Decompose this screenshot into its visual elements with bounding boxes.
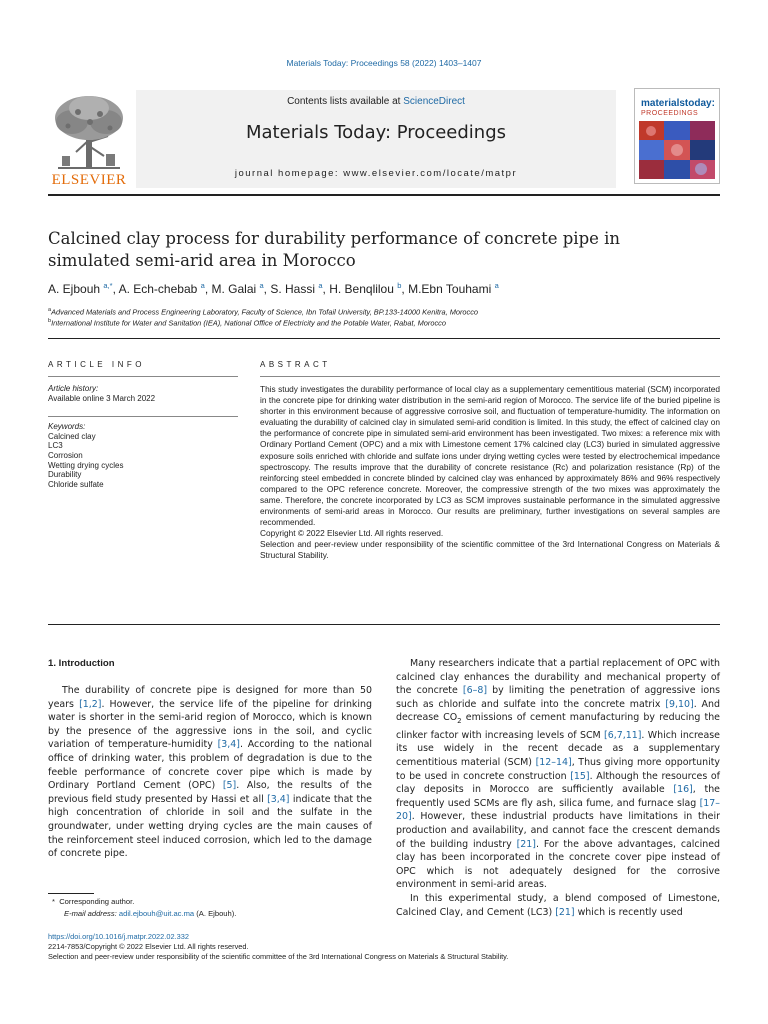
- citation-link[interactable]: [6–8]: [462, 685, 488, 697]
- author-separator: ,: [401, 282, 409, 296]
- journal-info-box: [136, 90, 616, 188]
- author-name[interactable]: H. Benqlilou: [329, 282, 398, 296]
- contents-prefix: Contents lists available at: [287, 96, 404, 107]
- keyword-item: Wetting drying cycles: [48, 460, 124, 470]
- citation-link[interactable]: [5]: [222, 780, 237, 792]
- abstract-copyright: Copyright © 2022 Elsevier Ltd. All rights reserved.: [260, 528, 444, 539]
- author-affiliation-mark[interactable]: a,*: [103, 281, 113, 290]
- author-name[interactable]: S. Hassi: [270, 282, 319, 296]
- footnote-corresponding: [52, 897, 134, 906]
- doi-link[interactable]: https://doi.org/10.1016/j.matpr.2022.02.332: [48, 932, 189, 941]
- page-footer: [48, 932, 720, 962]
- author-separator: ,: [204, 282, 212, 296]
- intro-paragraph: Many researchers indicate that a partial replacement of OPC with calcined clay enhances the durability and mechanical property of the concrete [6–8] by limiting the penetration of aggressive ions such as chloride and sulfate into the concrete matrix [9,10]. And decrease $CO_2$ emissions of cement manufacturing by reducing the clinker factor with increasing levels of SCM [6,7,11]. Which increase its use widely in the recent decade as a supplementary cementitious material (SCM) [12–14], Thus giving more opportunity to be used in concrete construction [15]. Although the resources of clay deposits in Morocco are sufficiently available [16], the frequently used SCMs are fly ash, silica fume, and furnace slag [17–20]. However, these industrial products have limitations in their production and availability, and cannot face the crescent demands of the building industry [21]. For the above advantages, calcined clay has been incorporated in the concrete cover pipe instead of OPC which is not adequately designed for the corrosive environment in semi-arid areas.: [396, 658, 720, 891]
- intro-right-column: [396, 657, 720, 919]
- history-value: Available online 3 March 2022: [48, 393, 156, 403]
- citation-link[interactable]: [17–20]: [396, 797, 720, 823]
- author-separator: ,: [263, 282, 271, 296]
- author-list: [48, 281, 720, 296]
- cover-journal-name: materialstoday:: [641, 98, 715, 109]
- elsevier-tree-icon: [48, 92, 130, 172]
- elsevier-wordmark: ELSEVIER: [51, 172, 127, 188]
- author-affiliation-mark[interactable]: a: [494, 281, 499, 290]
- abstract-selection-note: Selection and peer-review under responsibility of the scientific committee of the 3rd International Congress on Materials & Structural Stability.: [260, 539, 720, 561]
- journal-title: Materials Today: Proceedings: [246, 122, 506, 143]
- author-affiliation-mark[interactable]: a: [318, 281, 323, 290]
- abstract-divider: [260, 376, 720, 377]
- citation-link[interactable]: [3,4]: [267, 793, 290, 805]
- section-heading-introduction: 1. Introduction: [48, 658, 115, 669]
- author-name[interactable]: A. Ech-chebab: [118, 282, 201, 296]
- author-separator: ,: [112, 282, 119, 296]
- article-info: [48, 384, 238, 489]
- intro-paragraph: In this experimental study, a blend composed of Limestone, Calcined Clay, and Cement (LC3) [21] which is recently used: [396, 892, 720, 918]
- affiliation-text: Advanced Materials and Process Engineering Laboratory, Faculty of Science, Ibn Tofail University, BP.133-14000 Kenitra, Morocco: [51, 307, 479, 317]
- keyword-item: Corrosion: [48, 450, 83, 460]
- affiliation-b: [48, 318, 720, 327]
- footer-selection-note: Selection and peer-review under responsibility of the scientific committee of the 3rd International Congress on Materials & Structural Stability.: [48, 952, 509, 961]
- citation-link[interactable]: [21]: [516, 838, 536, 850]
- abstract-body: [260, 384, 720, 562]
- corresponding-author-text: Corresponding author.: [59, 897, 135, 906]
- author-separator: ,: [322, 282, 330, 296]
- keywords-divider: [48, 416, 238, 417]
- intro-left-column: [48, 684, 372, 861]
- email-link[interactable]: adil.ejbouh@uit.ac.ma: [118, 909, 195, 918]
- issn-copyright: 2214-7853/Copyright © 2022 Elsevier Ltd. All rights reserved.: [48, 942, 249, 951]
- keyword-item: Chloride sulfate: [48, 479, 104, 489]
- author-affiliation-mark[interactable]: b: [397, 281, 402, 290]
- citation-link[interactable]: [21]: [555, 906, 575, 918]
- keywords-label: Keywords:: [48, 422, 86, 432]
- keyword-item: Calcined clay: [48, 431, 96, 441]
- keyword-item: LC3: [48, 441, 63, 451]
- affiliation-a: [48, 307, 720, 316]
- email-owner: (A. Ejbouh).: [196, 909, 237, 918]
- journal-citation-link[interactable]: Materials Today: Proceedings 58 (2022) 1403–1407: [286, 58, 482, 68]
- affiliation-mark: b: [48, 318, 52, 324]
- elsevier-logo[interactable]: [48, 92, 130, 188]
- article-title: Calcined clay process for durability performance of concrete pipe in simulated semi-arid area in Morocco: [48, 229, 621, 270]
- citation-link[interactable]: [6,7,11]: [604, 729, 642, 741]
- citation-link[interactable]: [12–14]: [535, 757, 572, 769]
- footnote-star: *: [52, 897, 55, 906]
- citation-link[interactable]: [16]: [673, 784, 693, 796]
- keyword-item: Durability: [48, 470, 82, 480]
- abstract-bottom-divider: [48, 624, 720, 625]
- citation-link[interactable]: [3,4]: [217, 739, 240, 751]
- author-name[interactable]: M. Galai: [211, 282, 260, 296]
- masthead-divider: [48, 194, 720, 196]
- footnote-divider: [48, 893, 94, 894]
- journal-cover-thumbnail[interactable]: [634, 88, 720, 184]
- email-label: E-mail address:: [64, 909, 117, 918]
- author-name[interactable]: M.Ebn Touhami: [408, 282, 495, 296]
- author-affiliation-mark[interactable]: a: [259, 281, 264, 290]
- subscript: 2: [457, 717, 462, 726]
- history-label: Article history:: [48, 384, 99, 393]
- sciencedirect-link[interactable]: ScienceDirect: [403, 96, 465, 107]
- cover-subtitle: PROCEEDINGS: [641, 110, 699, 117]
- affiliation-text: International Institute for Water and Sanitation (IEA), National Office of Electricity and the Potable Water, Rabat, Morocco: [51, 318, 446, 328]
- intro-paragraph: The durability of concrete pipe is designed for more than 50 years [1,2]. However, the service life of the pipeline for drinking water is shorter in the semi-arid region of Morocco, which is known by the presence of the aggressive ions in the soil, and cyclic variation of temperature-humidity [3,4]. According to the national office of drinking water, this problem of degradation is due to the feeble performance of concrete cover pipe which is made by Ordinary Portland Cement (OPC) [5]. Also, the results of the previous field study presented by Hassi et all [3,4] indicate that the high concentration of chloride in soil and the sulfate in the groundwater, under wetting drying cycles are the main causes of the reinforcement steel induced corrosion, which led to the damage of concrete pipe.: [48, 685, 372, 860]
- affiliation-mark: a: [48, 307, 52, 313]
- article-info-divider: [48, 376, 238, 377]
- author-name[interactable]: A. Ejbouh: [48, 282, 104, 296]
- header-divider: [48, 338, 720, 339]
- abstract-text: This study investigates the durability performance of local clay as a supplementary cementitious material (SCM) incorporated in the concrete pipe for drinking water distribution in the semi-arid region of Morocco. The service life of the buried pipeline is shorter in this environment because of aggressive corrosive soil, and fluctuation of temperature-humidity. The information on evaluating the durability of calcined clay in simulated semi-arid condition is limited. In this study, the effect of calcined clay on the performance of concrete pipe in simulated semi-arid environment has been investigated. Two mixes: a reference mix with Ordinary Portland Cement (OPC) and a mix with Limestone cement 17% calcined clay (LC3) buried in simulated aggressive exposure soils enriched with chloride and sulfate ions under drying wetting cycles were tested by electrochemical impedance spectroscopy. The results improve that the durability of concrete resistance (Rc) and polarization resistance (Rp) of the reinforcing steel embedded in concrete blinded by calcined clay was enhanced by approximately 86% and 96% respectively compared to the OPC reference concrete. Moreover, the compressive strength of the two mixes was approximately the same. Therefore, the concrete incorporated by LC3 as SCM improves sustainable performance in the simulated aggressive environments of semi-arid areas in Morocco. Our results are preliminary, further investigations on several samples are recommended.: [260, 384, 720, 528]
- journal-masthead: [48, 86, 720, 194]
- author-affiliation-mark[interactable]: a: [200, 281, 205, 290]
- journal-homepage[interactable]: journal homepage: www.elsevier.com/locate/matpr: [234, 168, 518, 179]
- abstract-heading: ABSTRACT: [260, 360, 331, 369]
- article-info-heading: ARTICLE INFO: [48, 360, 145, 369]
- citation-link[interactable]: [1,2]: [79, 698, 102, 710]
- citation-link[interactable]: [15]: [570, 770, 590, 782]
- contents-available-line: [136, 96, 616, 107]
- footnote-email: [64, 909, 236, 918]
- citation-link[interactable]: [9,10]: [665, 698, 694, 710]
- cover-art-image: [639, 121, 715, 179]
